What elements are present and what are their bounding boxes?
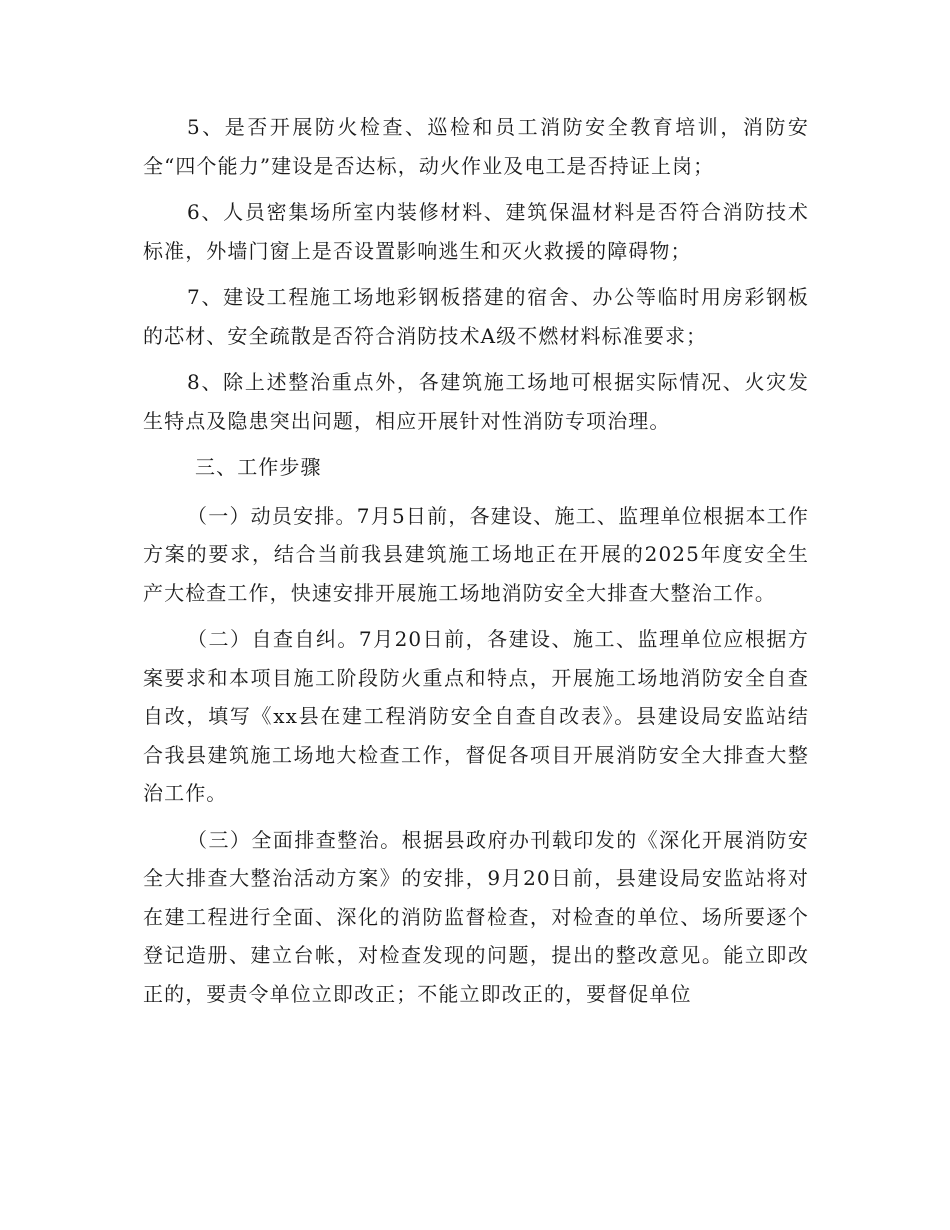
paragraph-step-1: （一）动员安排。7月5日前，各建设、施工、监理单位根据本工作方案的要求，结合当前我县建筑施工场地正在开展的2025年度安全生产大检查工作，快速安排开展施工场地消防安全大排查大整治工作。 (143, 503, 809, 605)
document-body (143, 108, 809, 1021)
paragraph-step-2: （二）自查自纠。7月20日前，各建设、施工、监理单位应根据方案要求和本项目施工阶段防火重点和特点，开展施工场地消防安全自查自改，填写《xx县在建工程消防安全自查自改表》。县建设局安监站结合我县建筑施工场地大检查工作，督促各项目开展消防安全大排查大整治工作。 (143, 627, 809, 805)
paragraph-item-7: 7、建设工程施工场地彩钢板搭建的宿舍、办公等临时用房彩钢板的芯材、安全疏散是否符合消防技术A级不燃材料标准要求； (143, 285, 809, 348)
paragraph-item-5: 5、是否开展防火检查、巡检和员工消防安全教育培训，消防安全“四个能力”建设是否达标，动火作业及电工是否持证上岗； (143, 115, 809, 178)
paragraph-step-3: （三）全面排查整治。根据县政府办刊载印发的《深化开展消防安全大排查大整治活动方案》的安排，9月20日前，县建设局安监站将对在建工程进行全面、深化的消防监督检查，对检查的单位、场所要逐个登记造册、建立台帐，对检查发现的问题，提出的整改意见。能立即改正的，要责令单位立即改正；不能立即改正的，要督促单位 (143, 827, 809, 1006)
section-heading: 三、工作步骤 (195, 455, 322, 479)
paragraph-item-8: 8、除上述整治重点外，各建筑施工场地可根据实际情况、火灾发生特点及隐患突出问题，相应开展针对性消防专项治理。 (143, 370, 809, 433)
paragraph-item-6: 6、人员密集场所室内装修材料、建筑保温材料是否符合消防技术标准，外墙门窗上是否设置影响逃生和灭火救援的障碍物； (143, 200, 809, 263)
